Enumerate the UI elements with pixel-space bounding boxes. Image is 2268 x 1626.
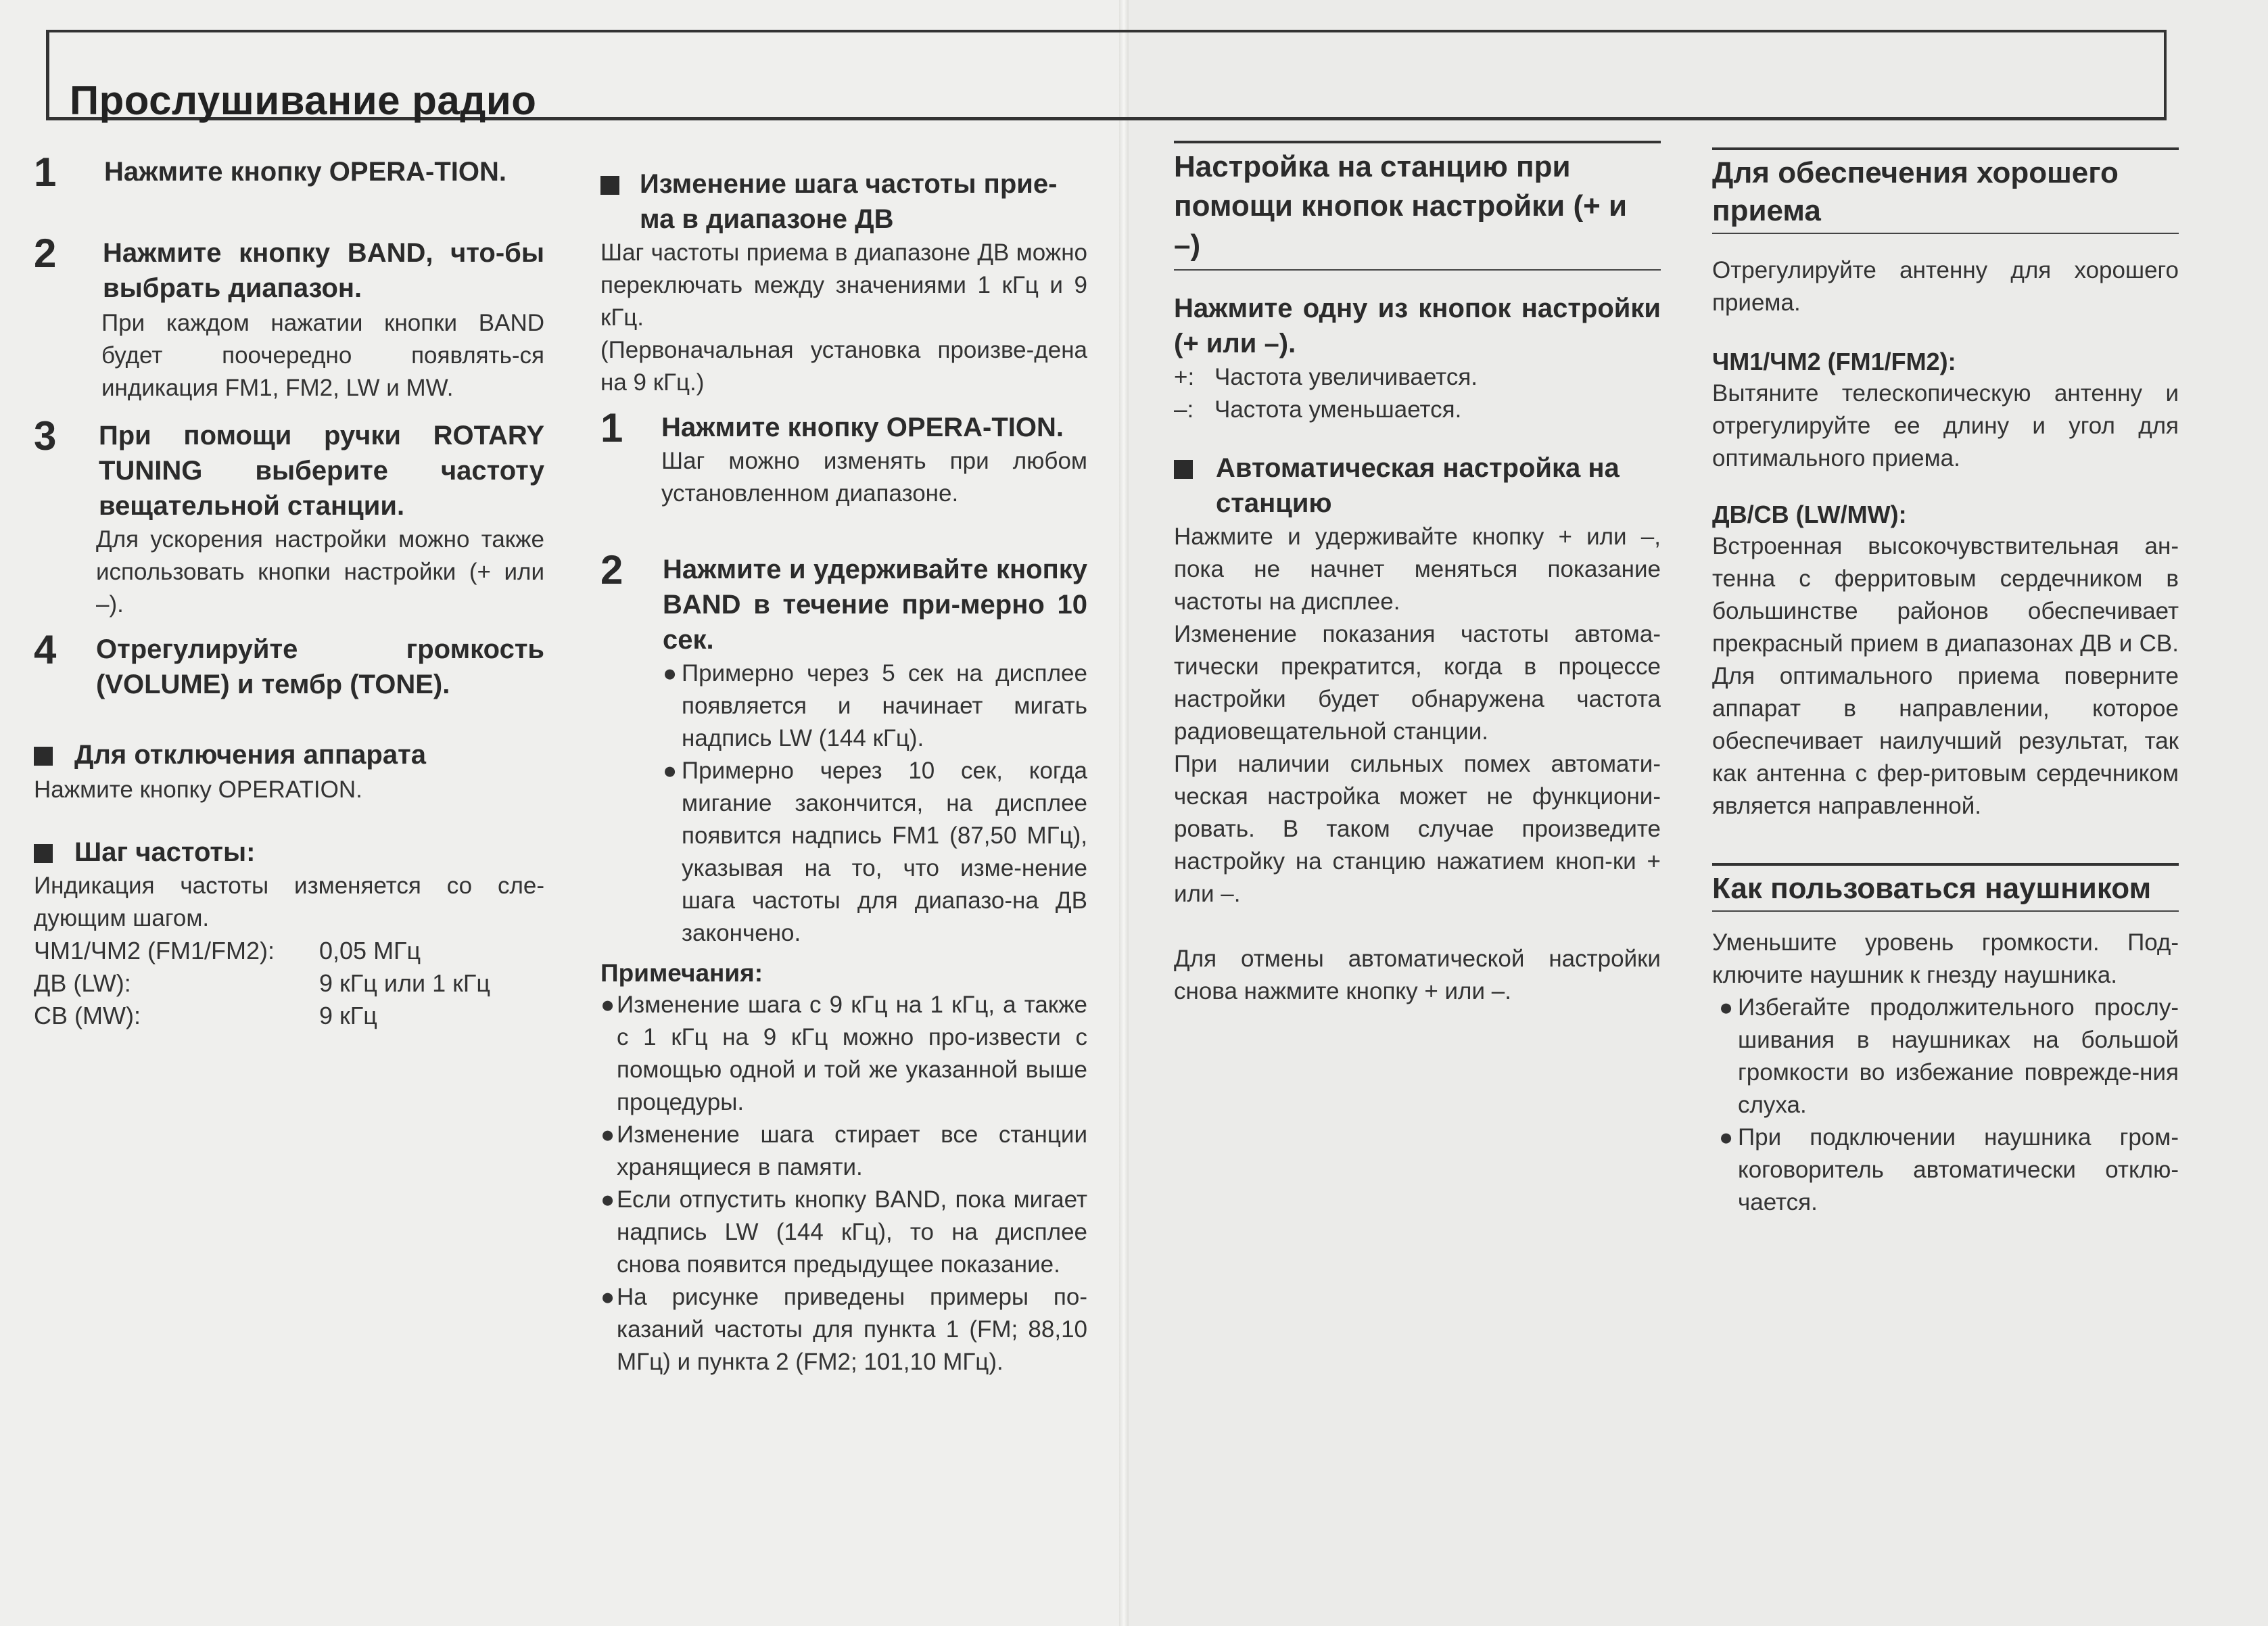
auto-tuning-text-2: Изменение показания частоты автома-тически прекратится, когда в процессе настройки будет обнаружена частота радиовещательной станции. [1174, 621, 1661, 745]
section-heading-frequency-step: Шаг частоты: [34, 835, 544, 870]
page-title: Прослушивание радио [70, 78, 537, 123]
note-item: ● На рисунке приведены примеры по-казаний частоты для пункта 1 (FM; 88,10 МГц) и пункта 2 (FM2; 101,10 МГц). [600, 1281, 1087, 1378]
step-1 [34, 149, 544, 235]
section-heading-auto-tuning: Автоматическая настройка на станцию [1174, 450, 1661, 521]
tuning-press-text: Нажмите одну из кнопок настройки (+ или –). [1174, 294, 1661, 358]
lw-step-1 [600, 405, 1087, 552]
column-4 [1712, 147, 2179, 1219]
heading-rule-bottom [1712, 910, 2179, 912]
step-heading: Нажмите кнопку BAND, что-бы выбрать диапазон. [103, 238, 544, 303]
step-4 [34, 627, 544, 733]
auto-tuning-text-1: Нажмите и удерживайте кнопку + или –, пока не начнет меняться показание частоты на дисплее. [1174, 524, 1661, 615]
section-heading-lw-step: Изменение шага частоты прие-ма в диапазоне ДВ [600, 166, 1087, 237]
step-3 [34, 413, 544, 632]
square-bullet-icon [34, 747, 53, 766]
headphone-bullet: ● Избегайте продолжительного прослу-шивания в наушниках на большой громкости во избежание поврежде-ния слуха. [1719, 992, 2179, 1121]
bullet-dot-icon: ● [600, 1121, 615, 1148]
note-item: ● Изменение шага с 9 кГц на 1 кГц, а также с 1 кГц на 9 кГц можно про-извести с помощью одной и той же указанной выше процедуры. [600, 989, 1087, 1119]
note-item: ● Изменение шага стирает все станции хранящиеся в памяти. [600, 1119, 1087, 1184]
square-bullet-icon [1174, 460, 1193, 479]
bullet-dot-icon: ● [663, 660, 678, 687]
lw-step-2 [600, 547, 1087, 958]
lw-antenna-heading: ДВ/СВ (LW/MW): [1712, 501, 1907, 528]
heading-rule-top [1712, 147, 2179, 150]
heading-rule-bottom [1712, 233, 2179, 234]
page-fold [1119, 0, 1129, 1626]
headphone-bullet: ● При подключении наушника гром-коговоритель автоматически отклю-чается. [1719, 1121, 2179, 1219]
bullet-dot-icon: ● [600, 1186, 615, 1213]
lw-step-intro: Шаг частоты приема в диапазоне ДВ можно переключать между значениями 1 кГц и 9 кГц. [600, 239, 1087, 331]
heading-rule-top [1712, 863, 2179, 866]
section-heading-power-off: Для отключения аппарата [34, 737, 544, 772]
step-heading: При помощи ручки ROTARY TUNING выберите частоту вещательной станции. [99, 421, 544, 521]
step-text: При каждом нажатии кнопки BAND будет поочередно появлять-ся индикация FM1, FM2, LW и MW. [101, 310, 544, 401]
column-1 [34, 149, 544, 1032]
step-heading: Нажмите кнопку OPERA-TION. [661, 413, 1064, 442]
bullet-dot-icon: ● [600, 992, 615, 1018]
frequency-step-text: Индикация частоты изменяется со сле-дующим шагом. [34, 873, 544, 931]
power-off-text: Нажмите кнопку OPERATION. [34, 776, 362, 803]
step-number: 1 [600, 405, 623, 450]
step-text: Для ускорения настройки можно также использовать кнопки настройки (+ или –). [96, 526, 544, 618]
note-item: ● Если отпустить кнопку BAND, пока мигает надпись LW (144 кГц), то на дисплее снова появится предыдущее показание. [600, 1184, 1087, 1281]
auto-tuning-cancel: Для отмены автоматической настройки снова нажмите кнопку + или –. [1174, 946, 1661, 1004]
tuning-plus-row: +: Частота увеличивается. [1174, 364, 1478, 390]
step-number: 3 [34, 413, 57, 459]
tuning-buttons-heading: Настройка на станцию при помощи кнопок настройки (+ и –) [1174, 150, 1628, 262]
frequency-step-row: СВ (MW): 9 кГц [34, 1002, 377, 1029]
title-box [46, 30, 2167, 123]
step-2 [34, 231, 544, 418]
bullet-dot-icon: ● [1719, 1124, 1734, 1151]
lw-step-bullet: ● Примерно через 10 сек, когда мигание закончится, на дисплее появится надпись FM1 (87,50 МГц), указывая на то, что изме-нение шага частоты для диапазо-на ДВ закончено. [663, 755, 1087, 950]
headphone-text: Уменьшите уровень громкости. Под-ключите наушник к гнезду наушника. [1712, 929, 2179, 988]
column-2 [600, 166, 1087, 1378]
step-number: 2 [34, 231, 57, 276]
column-3 [1174, 141, 1661, 1008]
frequency-step-row: ЧМ1/ЧМ2 (FM1/FM2): 0,05 МГц [34, 937, 421, 965]
good-reception-heading: Для обеспечения хорошего приема [1712, 156, 2119, 227]
step-text: Шаг можно изменять при любом установленном диапазоне. [661, 448, 1087, 507]
heading-rule-bottom [1174, 269, 1661, 271]
bullet-dot-icon: ● [663, 758, 678, 784]
lw-step-bullet: ● Примерно через 5 сек на дисплее появляется и начинает мигать надпись LW (144 кГц). [663, 657, 1087, 755]
square-bullet-icon [600, 176, 619, 195]
step-number: 2 [600, 547, 623, 593]
notes-heading: Примечания: [600, 959, 763, 987]
fm-antenna-heading: ЧМ1/ЧМ2 (FM1/FM2): [1712, 348, 1956, 375]
headphone-heading: Как пользоваться наушником [1712, 872, 2152, 905]
fm-antenna-text: Вытяните телескопическую антенну и отрегулируйте ее длину и угол для оптимального приема. [1712, 380, 2179, 471]
tuning-minus-row: –: Частота уменьшается. [1174, 396, 1462, 423]
step-heading: Отрегулируйте громкость (VOLUME) и тембр (TONE). [96, 634, 544, 699]
lw-antenna-text: Встроенная высокочувствительная ан-тенна с ферритовым сердечником в большинстве районов обеспечивает прекрасный прием в диапазонах ДВ и СВ. Для оптимального приема поверните аппарат в направлении, которое обеспечивает наилучший результат, так как антенна с фер-ритовым сердечником является направленной. [1712, 533, 2179, 819]
bullet-dot-icon: ● [1719, 994, 1734, 1021]
step-number: 1 [34, 149, 57, 195]
heading-rule-top [1174, 141, 1661, 143]
good-reception-intro: Отрегулируйте антенну для хорошего приема. [1712, 257, 2179, 316]
square-bullet-icon [34, 844, 53, 863]
step-number: 4 [34, 627, 57, 672]
frequency-step-row: ДВ (LW): 9 кГц или 1 кГц [34, 969, 491, 997]
auto-tuning-text-3: При наличии сильных помех автомати-ческая настройка может не функциони-ровать. В таком случае произведите настройку на станцию нажатием кноп-ки + или –. [1174, 751, 1661, 907]
bullet-dot-icon: ● [600, 1284, 615, 1310]
step-heading: Нажмите кнопку OPERA-TION. [104, 157, 506, 187]
lw-step-initial: (Первоначальная установка произве-дена на 9 кГц.) [600, 337, 1087, 396]
step-heading: Нажмите и удерживайте кнопку BAND в течение при-мерно 10 сек. [663, 555, 1087, 655]
